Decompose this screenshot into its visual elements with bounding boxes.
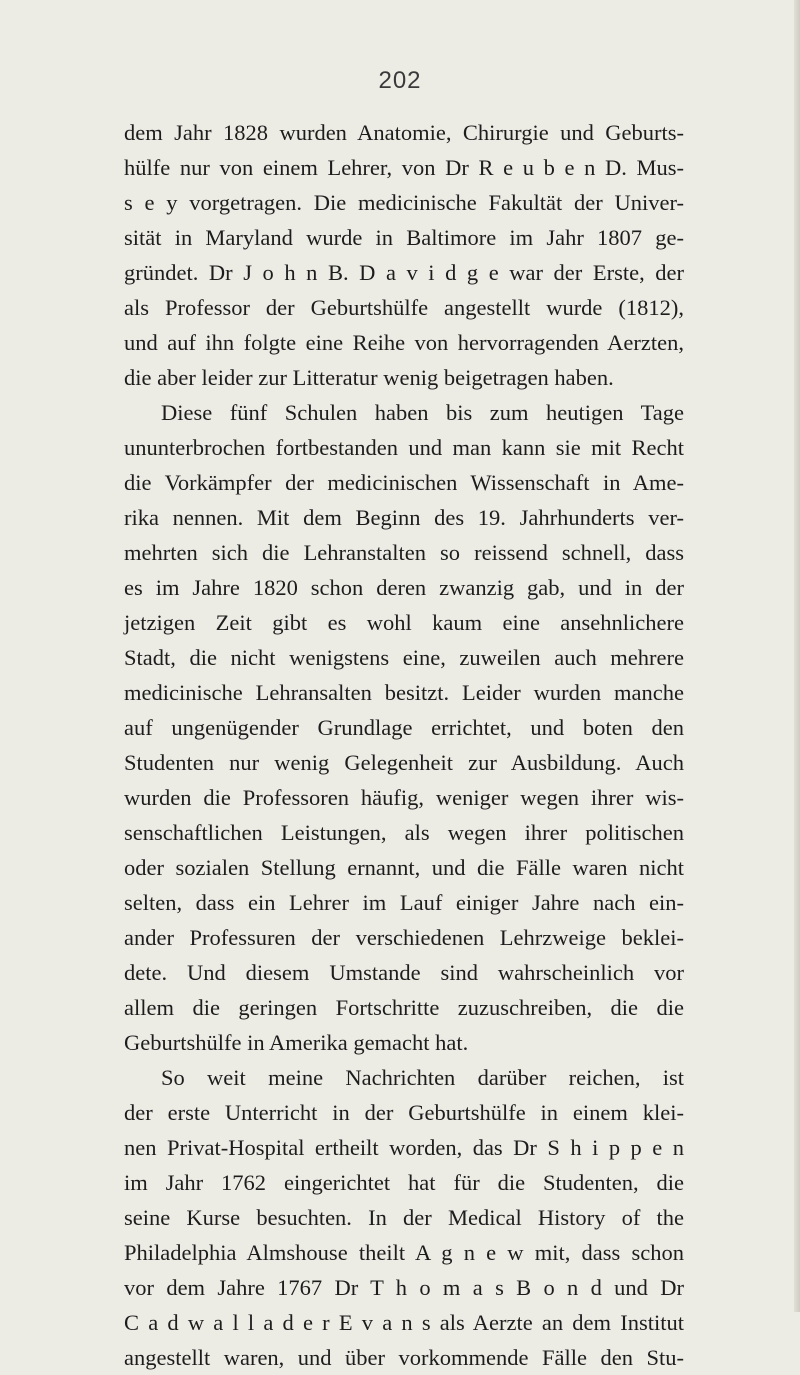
text-line: vor dem Jahre 1767 Dr T h o m a s B o n d und Dr bbox=[124, 1275, 684, 1300]
text-line: Diese fünf Schulen haben bis zum heutigen Tage bbox=[161, 400, 684, 425]
text-line: Geburtshülfe in Amerika gemacht hat. bbox=[124, 1030, 469, 1055]
text-line: allem die geringen Fortschritte zuzuschreiben, die die bbox=[124, 995, 684, 1020]
text-line: nen Privat-Hospital ertheilt worden, das Dr S h i p p e n bbox=[124, 1135, 684, 1160]
text-line: als Professor der Geburtshülfe angestellt wurde (1812), bbox=[124, 295, 684, 320]
text-line: Stadt, die nicht wenigstens eine, zuweilen auch mehrere bbox=[124, 645, 684, 670]
text-line: hülfe nur von einem Lehrer, von Dr R e u b e n D. Mus- bbox=[124, 155, 684, 180]
text-line: der erste Unterricht in der Geburtshülfe in einem klei- bbox=[124, 1100, 684, 1125]
body-text bbox=[124, 115, 684, 1375]
text-line: die aber leider zur Litteratur wenig beigetragen haben. bbox=[124, 365, 614, 390]
text-line: senschaftlichen Leistungen, als wegen ihrer politischen bbox=[124, 820, 684, 845]
text-line: die Vorkämpfer der medicinischen Wissenschaft in Ame- bbox=[124, 470, 684, 495]
text-line: gründet. Dr J o h n B. D a v i d g e war der Erste, der bbox=[124, 260, 684, 285]
text-line: oder sozialen Stellung ernannt, und die Fälle waren nicht bbox=[124, 855, 684, 880]
text-line: selten, dass ein Lehrer im Lauf einiger Jahre nach ein- bbox=[124, 890, 684, 915]
text-line: medicinische Lehransalten besitzt. Leider wurden manche bbox=[124, 680, 684, 705]
text-line: mehrten sich die Lehranstalten so reissend schnell, dass bbox=[124, 540, 684, 565]
text-line: sität in Maryland wurde in Baltimore im Jahr 1807 ge- bbox=[124, 225, 684, 250]
page-edge-shadow bbox=[794, 0, 800, 1312]
text-line: So weit meine Nachrichten darüber reichen, ist bbox=[161, 1065, 684, 1090]
text-line: s e y vorgetragen. Die medicinische Fakultät der Univer- bbox=[124, 190, 684, 215]
text-line: ununterbrochen fortbestanden und man kann sie mit Recht bbox=[124, 435, 684, 460]
text-line: es im Jahre 1820 schon deren zwanzig gab, und in der bbox=[124, 575, 684, 600]
text-line: rika nennen. Mit dem Beginn des 19. Jahrhunderts ver- bbox=[124, 505, 684, 530]
text-line: dem Jahr 1828 wurden Anatomie, Chirurgie und Geburts- bbox=[124, 120, 684, 145]
text-line: jetzigen Zeit gibt es wohl kaum eine ansehnlichere bbox=[124, 610, 684, 635]
text-line: und auf ihn folgte eine Reihe von hervorragenden Aerzten, bbox=[124, 330, 684, 355]
text-line: im Jahr 1762 eingerichtet hat für die Studenten, die bbox=[124, 1170, 684, 1195]
text-line: Studenten nur wenig Gelegenheit zur Ausbildung. Auch bbox=[124, 750, 684, 775]
text-line: C a d w a l l a d e r E v a n s als Aerzte an dem Institut bbox=[124, 1310, 684, 1335]
text-line: ander Professuren der verschiedenen Lehrzweige beklei- bbox=[124, 925, 684, 950]
text-line: angestellt waren, und über vorkommende Fälle den Stu- bbox=[124, 1345, 684, 1370]
text-line: auf ungenügender Grundlage errichtet, und boten den bbox=[124, 715, 684, 740]
page-number: 202 bbox=[378, 67, 422, 94]
text-line: dete. Und diesem Umstande sind wahrscheinlich vor bbox=[124, 960, 684, 985]
text-line: seine Kurse besuchten. In der Medical History of the bbox=[124, 1205, 684, 1230]
text-line: wurden die Professoren häufig, weniger wegen ihrer wis- bbox=[124, 785, 684, 810]
text-line: Philadelphia Almshouse theilt A g n e w mit, dass schon bbox=[124, 1240, 684, 1265]
